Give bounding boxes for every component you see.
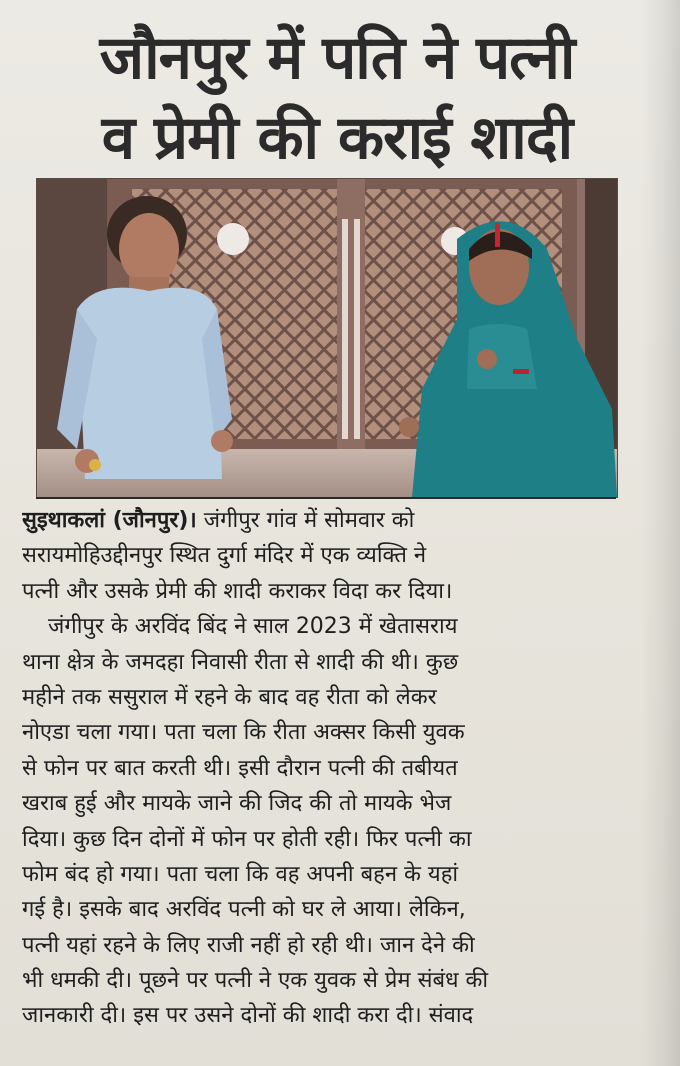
body-line-14: भी धमकी दी। पूछने पर पत्नी ने एक युवक से प्रेम संबंध की: [22, 968, 489, 994]
body-line-13: पत्नी यहां रहने के लिए राजी नहीं हो रही थी। जान देने की: [22, 932, 475, 958]
article-body: [22, 503, 636, 1034]
body-line-8: से फोन पर बात करती थी। इसी दौरान पत्नी की तबीयत: [22, 755, 458, 781]
body-line-4: जंगीपुर के अरविंद बिंद ने साल 2023 में खेतासराय: [48, 614, 458, 640]
headline-line-1: जौनपुर में पति ने पत्नी: [99, 23, 575, 93]
photo-bottom-rule: [36, 497, 616, 499]
body-line-9: खराब हुई और मायके जाने की जिद की तो मायके भेज: [22, 791, 452, 817]
headline-line-2: व प्रेमी की कराई शादी: [101, 103, 573, 173]
body-line-7: नोएडा चला गया। पता चला कि रीता अक्सर किसी युवक: [22, 720, 465, 746]
body-line-5: थाना क्षेत्र के जमदहा निवासी रीता से शादी की थी। कुछ: [22, 649, 459, 675]
news-photo: [36, 178, 618, 498]
body-line-6: महीने तक ससुराल में रहने के बाद वह रीता को लेकर: [22, 684, 437, 710]
body-line-2: सरायमोहिउद्दीनपुर स्थित दुर्गा मंदिर में एक व्यक्ति ने: [22, 543, 427, 569]
photo-illustration: [37, 179, 617, 497]
dateline: सुइथाकलां (जौनपुर)।: [22, 508, 197, 533]
body-line-1-text: जंगीपुर गांव में सोमवार को: [203, 508, 415, 533]
body-line-3: पत्नी और उसके प्रेमी की शादी कराकर विदा कर दिया।: [22, 578, 453, 604]
body-line-12: गई है। इसके बाद अरविंद पत्नी को घर ले आया। लेकिन,: [22, 897, 466, 923]
body-line-10: दिया। कुछ दिन दोनों में फोन पर होती रही। फिर पत्नी का: [22, 826, 472, 852]
headline: [22, 18, 652, 178]
body-line-15: जानकारी दी। इस पर उसने दोनों की शादी करा दी। संवाद: [22, 1003, 474, 1029]
body-line-11: फोम बंद हो गया। पता चला कि वह अपनी बहन के यहां: [22, 861, 459, 887]
body-line-1: [22, 503, 636, 538]
